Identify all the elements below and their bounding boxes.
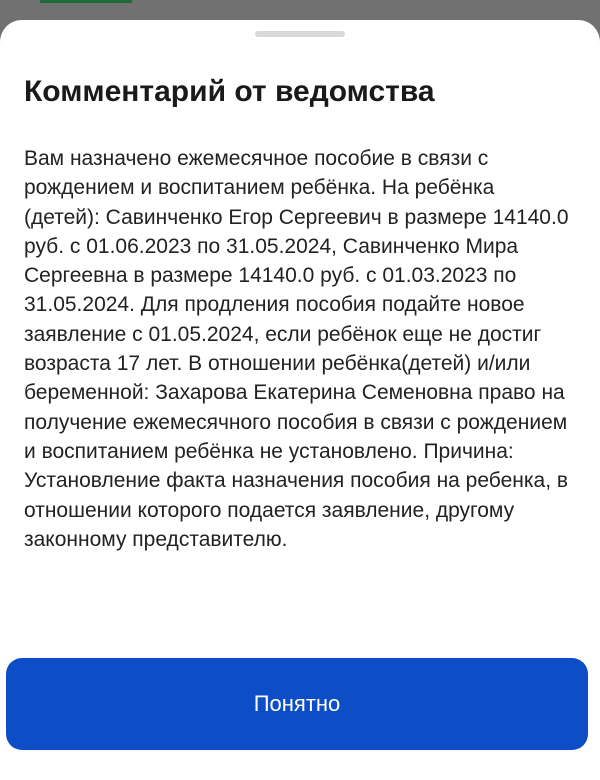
- dialog-title: Комментарий от ведомства: [24, 75, 435, 108]
- bottom-sheet-dialog: [0, 20, 600, 780]
- background-tab-indicator: [40, 0, 132, 3]
- drag-handle[interactable]: [255, 31, 345, 37]
- confirm-button[interactable]: Понятно: [6, 658, 588, 750]
- dialog-message: Вам назначено ежемесячное пособие в связи с рождением и воспитанием ребёнка. На ребёнка (детей): Савинченко Егор Сергеевич в размере 14140.0 руб. с 01.06.2023 по 31.05.2024, Савинченко Мира Сергеевна в размере 14140.0 руб. с 01.03.2023 по 31.05.2024. Для продления пособия подайте новое заявление с 01.05.2024, если ребёнок еще не достиг возраста 17 лет. В отношении ребёнка(детей) и/или беременной: Захарова Екатерина Семеновна право на получение ежемесячного пособия в связи с рождением и воспитанием ребёнка не установлено. Причина: Установление факта назначения пособия на ребенка, в отношении которого подается заявление, другому законному представителю.: [24, 147, 569, 551]
